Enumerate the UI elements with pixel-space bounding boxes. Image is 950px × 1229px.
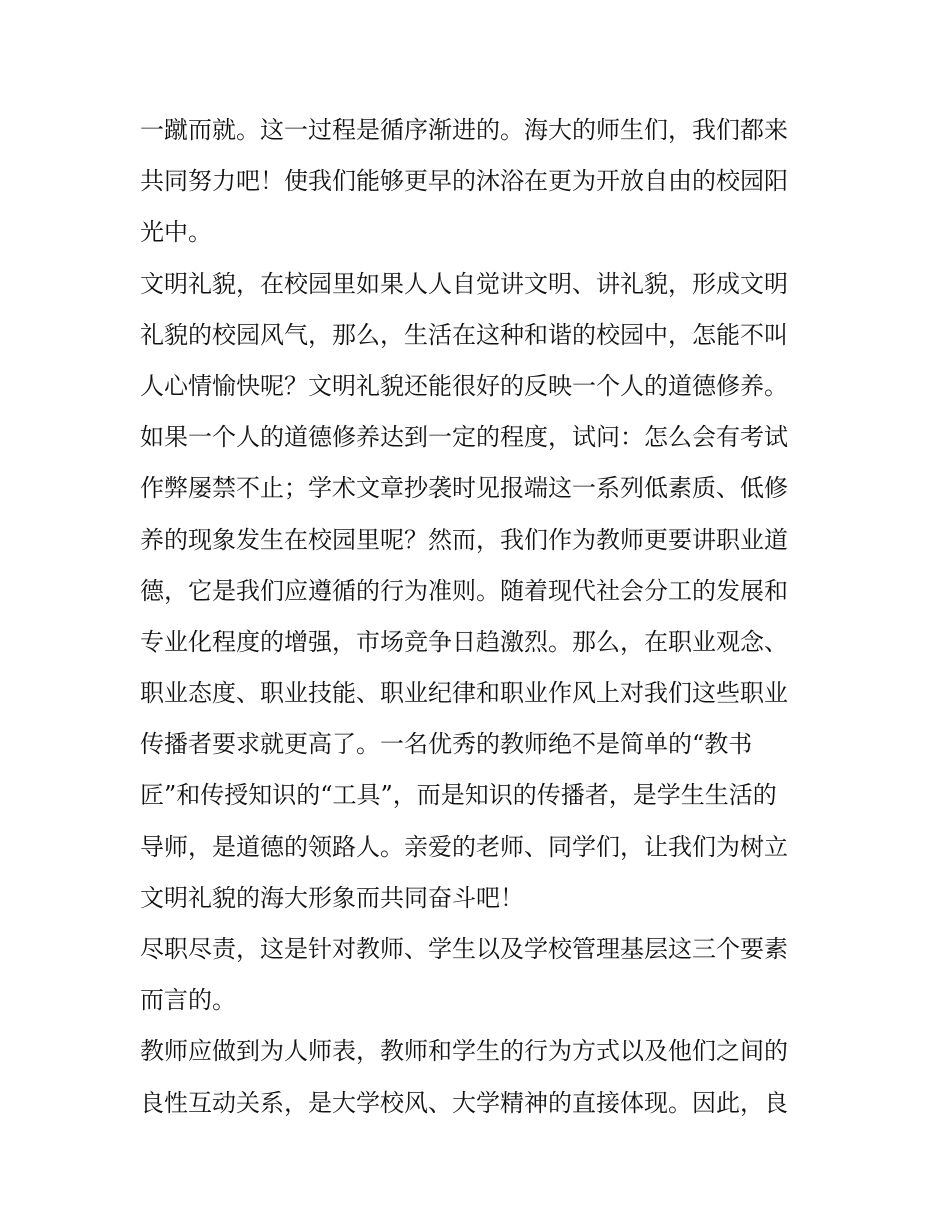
text-line: 而言的。 [140, 986, 236, 1015]
text-line: 德，它是我们应遵循的行为准则。随着现代社会分工的发展和 [140, 576, 788, 605]
text-line: 共同努力吧！使我们能够更早的沐浴在更为开放自由的校园阳 [140, 167, 788, 196]
text-line: 职业态度、职业技能、职业纪律和职业作风上对我们这些职业 [140, 679, 788, 708]
text-line: 一蹴而就。这一过程是循序渐进的。海大的师生们，我们都来 [140, 116, 788, 144]
text-line: 人心情愉快呢？文明礼貌还能很好的反映一个人的道德修养。 [140, 371, 788, 400]
text-line: 养的现象发生在校园里呢？然而，我们作为教师更要讲职业道 [140, 525, 788, 554]
text-line: 礼貌的校园风气，那么，生活在这种和谐的校园中，怎能不叫 [140, 320, 788, 349]
text-line: 教师应做到为人师表，教师和学生的行为方式以及他们之间的 [140, 1037, 788, 1066]
document-body-text [140, 105, 840, 1129]
text-line: 文明礼貌，在校园里如果人人自觉讲文明、讲礼貌，形成文明 [140, 269, 788, 298]
text-line: 良性互动关系，是大学校风、大学精神的直接体现。因此，良 [140, 1088, 788, 1117]
text-line: 文明礼貌的海大形象而共同奋斗吧！ [140, 883, 524, 912]
text-line: 专业化程度的增强，市场竞争日趋激烈。那么，在职业观念、 [140, 627, 788, 656]
text-line: 作弊屡禁不止；学术文章抄袭时见报端这一系列低素质、低修 [140, 474, 788, 503]
text-line: 光中。 [140, 218, 212, 247]
text-line: 如果一个人的道德修养达到一定的程度，试问：怎么会有考试 [140, 423, 788, 452]
text-line: 传播者要求就更高了。一名优秀的教师绝不是简单的“教书 [140, 730, 753, 759]
text-line: 尽职尽责，这是针对教师、学生以及学校管理基层这三个要素 [140, 935, 788, 963]
text-line: 匠”和传授知识的“工具”，而是知识的传播者，是学生生活的 [140, 781, 777, 810]
text-line: 导师，是道德的领路人。亲爱的老师、同学们，让我们为树立 [140, 832, 788, 861]
